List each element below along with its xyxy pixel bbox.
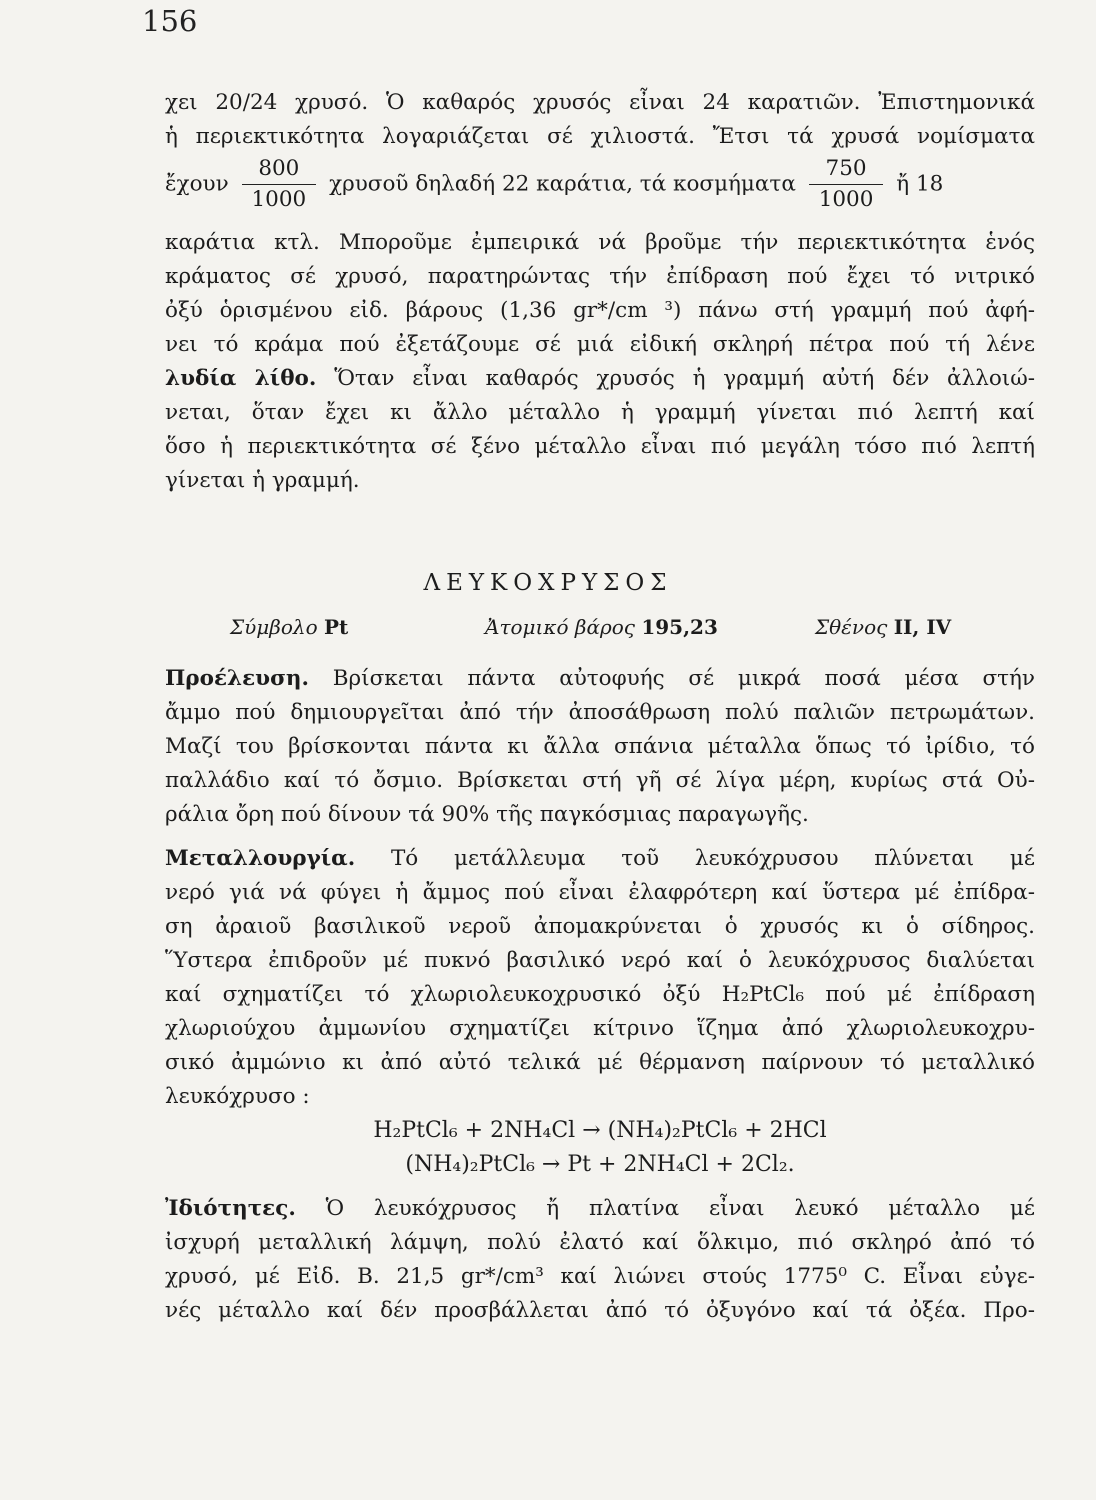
text-fragment: ἤ 18 <box>896 171 944 197</box>
text-line: γίνεται ἡ γραμμή. <box>165 468 360 493</box>
text-fragment: ἔχουν <box>165 171 229 197</box>
atomic-weight-label: Ἀτομικό βάρος <box>485 615 635 639</box>
valence-value: II, IV <box>893 615 952 639</box>
text-line: νές μέταλλο καί δέν προσβάλλεται ἀπό τό ὀξυγόνο καί τά ὀξέα. Προ- <box>165 1298 1035 1323</box>
text-fragment: Βρίσκεται πάντα αὐτοφυής σέ μικρά ποσά μέσα στήν <box>309 666 1035 691</box>
text-line: λευκόχρυσο : <box>165 1084 310 1109</box>
text-fragment: χρυσοῦ δηλαδή 22 καράτια, τά κοσμήματα <box>329 171 796 197</box>
chemical-formula: H₂PtCl₆ <box>721 982 805 1007</box>
text-line: παλλάδιο καί τό ὄσμιο. Βρίσκεται στή γῆ σέ λίγα μέρη, κυρίως στά Οὐ- <box>165 768 1035 793</box>
symbol-label: Σύμβολο <box>230 615 318 639</box>
symbol-value: Pt <box>323 615 349 639</box>
text-line <box>165 842 1035 876</box>
text-fragment: καί σχηματίζει τό χλωριολευκοχρυσικό ὀξύ <box>165 982 722 1007</box>
gold-continuation-paragraph <box>165 86 1035 498</box>
properties-heading: Ἰδιότητες. <box>165 1196 296 1221</box>
atomic-weight-value: 195,23 <box>641 615 718 639</box>
platinum-section-body <box>165 662 1035 1328</box>
fraction-denominator: 1000 <box>818 187 874 212</box>
text-line: ἄμμο πού δημιουργεῖται ἀπό τήν ἀποσάθρωση πολύ παλιῶν πετρωμάτων. <box>165 700 1035 725</box>
valence-field <box>815 615 951 639</box>
term-lydia-lithos: λυδία λίθο. <box>165 366 317 391</box>
fraction-denominator: 1000 <box>251 187 307 212</box>
page-number: 156 <box>142 4 198 38</box>
text-line: κράματος σέ χρυσό, παρατηρώντας τήν ἐπίδραση πού ἔχει τό νιτρικό <box>165 264 1035 289</box>
text-fragment: πού μέ ἐπίδραση <box>804 982 1035 1007</box>
text-fragment: Ὅταν εἶναι καθαρός χρυσός ἡ γραμμή αὐτή δέν ἀλλοιώ- <box>316 366 1036 391</box>
metallurgy-heading: Μεταλλουργία. <box>165 846 356 871</box>
valence-label: Σθένος <box>815 615 888 639</box>
text-line: χρυσό, μέ Εἰδ. Β. 21,5 gr*/cm³ καί λιώνει στούς 1775⁰ C. Εἶναι εὐγε- <box>165 1264 1035 1289</box>
text-line: νερό γιά νά φύγει ἡ ἄμμος πού εἶναι ἐλαφρότερη καί ὕστερα μέ ἐπίδρα- <box>165 880 1035 905</box>
symbol-field <box>230 615 348 639</box>
text-line: Μαζί του βρίσκονται πάντα κι ἄλλα σπάνια μέταλλα ὅπως τό ἰρίδιο, τό <box>165 734 1035 759</box>
fraction-line <box>165 154 1035 226</box>
text-line: ἡ περιεκτικότητα λογαριάζεται σέ χιλιοστά. Ἔτσι τά χρυσά νομίσματα <box>165 124 1035 149</box>
fraction-800-1000 <box>242 154 317 215</box>
text-line: νεται, ὅταν ἔχει κι ἄλλο μέταλλο ἡ γραμμή γίνεται πιό λεπτή καί <box>165 400 1035 425</box>
text-line: χλωριούχου ἀμμωνίου σχηματίζει κίτρινο ἵζημα ἀπό χλωριολευκοχρυ- <box>165 1016 1035 1041</box>
text-line: νει τό κράμα πού ἐξετάζουμε σέ μιά εἰδική σκληρή πέτρα πού τή λένε <box>165 332 1035 357</box>
fraction-numerator: 750 <box>809 154 884 185</box>
text-line: ὀξύ ὁρισμένου εἰδ. βάρους (1,36 gr*/cm ³) πάνω στή γραμμή πού ἀφή- <box>165 298 1035 323</box>
text-line: Ὕστερα ἐπιδροῦν μέ πυκνό βασιλικό νερό καί ὁ λευκόχρυσος διαλύεται <box>165 948 1035 973</box>
text-fragment: Ὁ λευκόχρυσος ἤ πλατίνα εἶναι λευκό μέταλλο μέ <box>295 1196 1035 1221</box>
text-line: ση ἀραιοῦ βασιλικοῦ νεροῦ ἀπομακρύνεται ὁ χρυσός κι ὁ σίδηρος. <box>165 914 1035 939</box>
atomic-weight-field <box>485 615 718 639</box>
text-line <box>165 362 1035 396</box>
text-line: ράλια ὄρη πού δίνουν τά 90% τῆς παγκόσμιας παραγωγῆς. <box>165 802 809 827</box>
text-fragment: Τό μετάλλευμα τοῦ λευκόχρυσου πλύνεται μέ <box>355 846 1035 871</box>
text-line: καράτια κτλ. Μποροῦμε ἐμπειρικά νά βροῦμε τήν περιεκτικότητα ἑνός <box>165 230 1035 255</box>
text-line <box>165 1192 1035 1226</box>
fraction-750-1000 <box>809 154 884 215</box>
section-title: ΛΕΥΚΟΧΡΥΣΟΣ <box>423 570 673 596</box>
text-line: ἰσχυρή μεταλλική λάμψη, πολύ ἐλατό καί ὅλκιμο, πιό σκληρό ἀπό τό <box>165 1230 1035 1255</box>
origin-heading: Προέλευση. <box>165 666 310 691</box>
text-line <box>165 662 1035 696</box>
text-line: χει 20/24 χρυσό. Ὁ καθαρός χρυσός εἶναι 24 καρατιῶν. Ἐπιστημονικά <box>165 90 1035 115</box>
fraction-numerator: 800 <box>242 154 317 185</box>
text-line: σικό ἀμμώνιο κι ἀπό αὐτό τελικά μέ θέρμανση παίρνουν τό μεταλλικό <box>165 1050 1035 1075</box>
chemical-equation-2: (NH₄)₂PtCl₆ → Pt + 2NH₄Cl + 2Cl₂. <box>405 1152 795 1177</box>
text-line: ὅσο ἡ περιεκτικότητα σέ ξένο μέταλλο εἶναι πιό μεγάλη τόσο πιό λεπτή <box>165 434 1035 459</box>
text-line <box>165 978 1035 1012</box>
chemical-equation-1: H₂PtCl₆ + 2NH₄Cl → (NH₄)₂PtCl₆ + 2HCl <box>373 1118 827 1143</box>
